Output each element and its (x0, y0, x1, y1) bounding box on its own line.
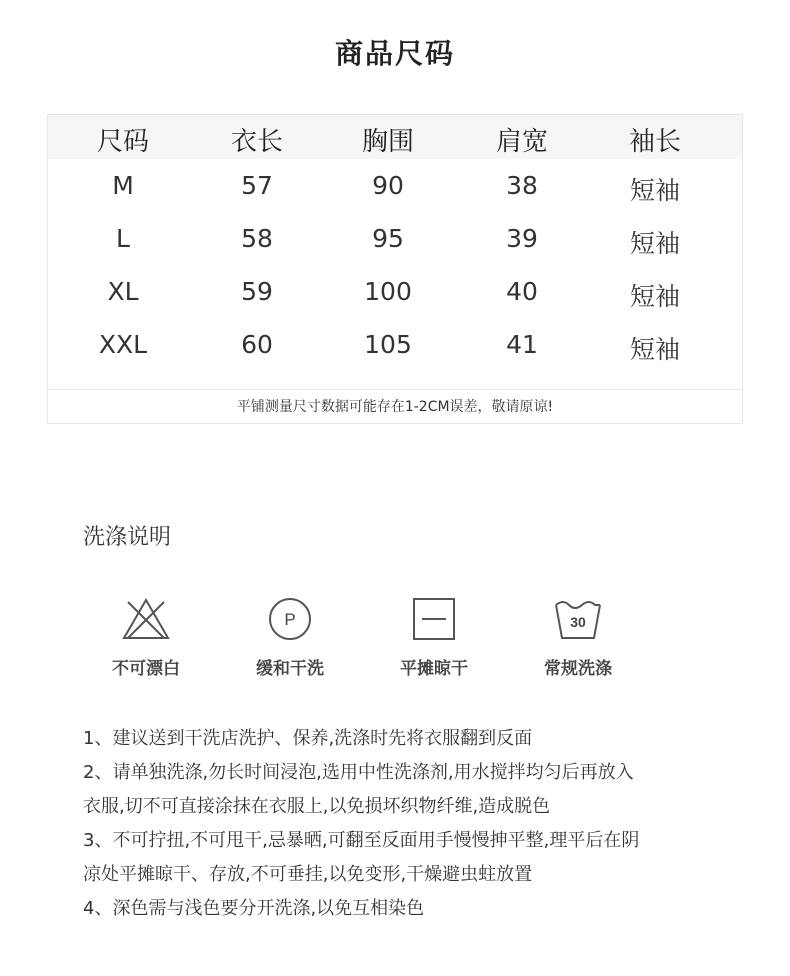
no-bleach-icon (120, 596, 172, 642)
cell-chest: 105 (364, 330, 412, 359)
measurement-note: 平铺测量尺寸数据可能存在1-2CM误差，敬请原谅! (48, 389, 742, 425)
cell-sleeve: 短袖 (629, 282, 680, 311)
cell-shoulder: 41 (506, 330, 538, 359)
dry-clean-p-icon (267, 596, 313, 642)
wash-section-title: 洗涤说明 (83, 525, 172, 550)
instruction-line: 衣服,切不可直接涂抹在衣服上,以免损坏织物纤维,造成脱色 (83, 796, 551, 817)
page-title: 商品尺码 (334, 37, 455, 70)
cell-size: M (112, 171, 134, 200)
cell-length: 57 (241, 171, 273, 200)
dry-clean-symbol: P (284, 610, 296, 629)
care-item-no-bleach (86, 596, 206, 679)
cell-shoulder: 39 (506, 224, 538, 253)
cell-shoulder: 40 (506, 277, 538, 306)
table-row (48, 214, 742, 267)
cell-size: L (116, 224, 130, 253)
care-label: 常规洗涤 (544, 659, 612, 679)
wash-temperature: 30 (570, 614, 586, 630)
instruction-line: 2、请单独洗涤,勿长时间浸泡,选用中性洗涤剂,用水搅拌均匀后再放入 (83, 762, 634, 783)
instruction-line: 1、建议送到干洗店洗护、保养,洗涤时先将衣服翻到反面 (83, 728, 533, 749)
header-sleeve: 袖长 (628, 127, 681, 157)
cell-length: 60 (241, 330, 273, 359)
size-table (47, 114, 743, 424)
instruction-line: 3、不可拧扭,不可甩干,忌暴晒,可翻至反面用手慢慢抻平整,理平后在阴 (83, 830, 640, 851)
cell-chest: 100 (364, 277, 412, 306)
cell-sleeve: 短袖 (629, 335, 680, 364)
cell-chest: 95 (372, 224, 404, 253)
cell-length: 58 (241, 224, 273, 253)
table-row (48, 320, 742, 373)
header-length: 衣长 (230, 127, 283, 157)
cell-shoulder: 38 (506, 171, 538, 200)
cell-sleeve: 短袖 (629, 176, 680, 205)
cell-size: XXL (98, 330, 148, 359)
table-header (48, 115, 742, 159)
wash-instructions (83, 722, 713, 926)
cell-length: 59 (241, 277, 273, 306)
care-item-dry-clean (230, 596, 350, 679)
care-label: 平摊晾干 (400, 659, 468, 679)
header-shoulder: 肩宽 (495, 127, 548, 157)
care-label: 不可漂白 (112, 659, 180, 679)
cell-sleeve: 短袖 (629, 229, 680, 258)
instruction-line: 4、深色需与浅色要分开洗涤,以免互相染色 (83, 898, 425, 919)
cell-size: XL (107, 277, 139, 306)
care-item-wash-30 (518, 596, 638, 679)
header-chest: 胸围 (361, 127, 414, 157)
wash-30-icon (552, 596, 604, 642)
cell-chest: 90 (372, 171, 404, 200)
care-item-flat-dry (374, 596, 494, 679)
table-row (48, 267, 742, 320)
care-label: 缓和干洗 (256, 659, 324, 679)
flat-dry-icon (411, 596, 457, 642)
instruction-line: 凉处平摊晾干、存放,不可垂挂,以免变形,干燥避虫蛀放置 (83, 864, 533, 885)
table-row (48, 161, 742, 214)
header-size: 尺码 (96, 127, 149, 157)
